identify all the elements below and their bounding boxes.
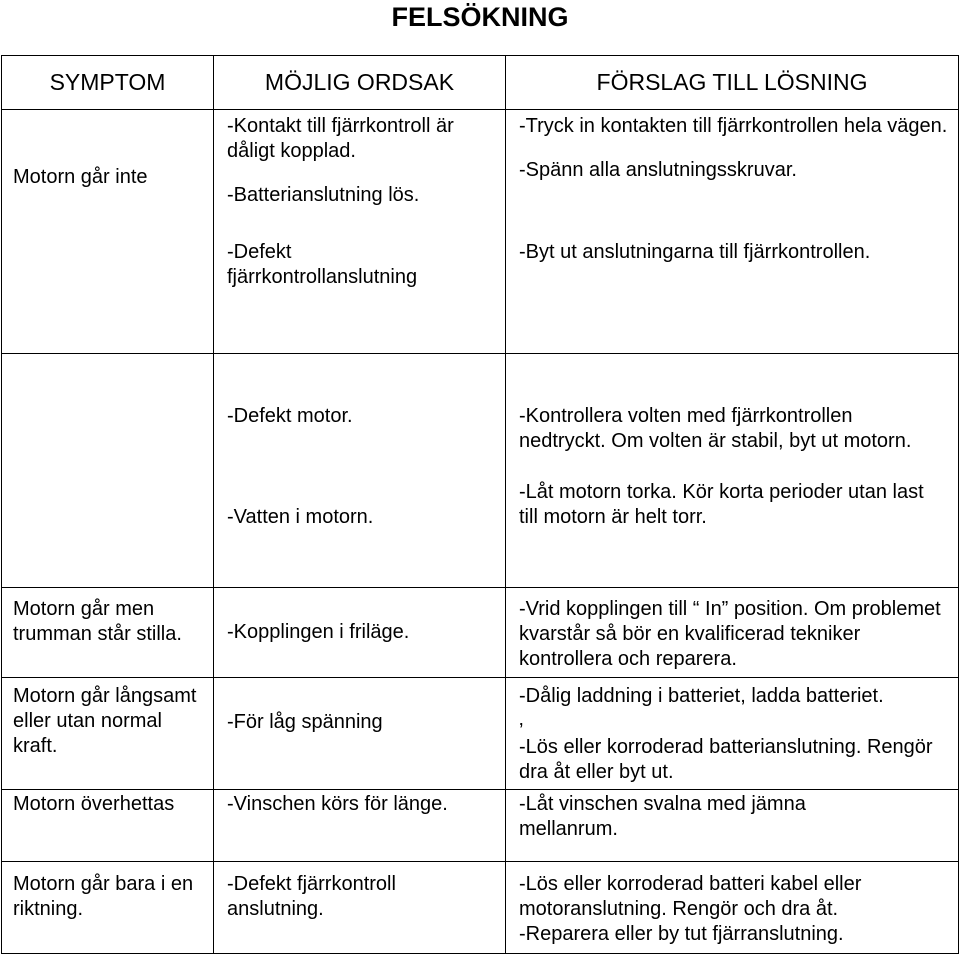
solution-text: ‚ (519, 708, 524, 730)
table-row (2, 588, 959, 678)
solution-text: -Låt motorn torka. Kör korta perioder utan last till motorn är helt torr. (519, 481, 924, 528)
cause-cell (214, 110, 506, 354)
solution-text: -Låt vinschen svalna med jämna mellanrum. (519, 793, 806, 840)
solution-cell (506, 354, 959, 588)
cause-text: -Vinschen körs för länge. (227, 793, 448, 815)
symptom-cell (2, 354, 214, 588)
header-solution: FÖRSLAG TILL LÖSNING (506, 56, 959, 110)
troubleshooting-table (1, 55, 959, 954)
cause-cell (214, 354, 506, 588)
table-row (2, 790, 959, 862)
symptom-text: Motorn går bara i en riktning. (13, 873, 194, 920)
symptom-cell (2, 110, 214, 354)
solution-cell (506, 790, 959, 862)
solution-text: -Byt ut anslutningarna till fjärrkontrollen. (519, 241, 871, 263)
solution-text: -Spänn alla anslutningsskruvar. (519, 159, 797, 181)
cause-text: -Vatten i motorn. (227, 506, 374, 528)
solution-text: -Lös eller korroderad batteri kabel eller motoranslutning. Rengör och dra åt. (519, 873, 862, 920)
cause-text: -Batterianslutning lös. (227, 184, 420, 206)
symptom-text: Motorn går inte (13, 166, 148, 188)
solution-cell (506, 110, 959, 354)
table-header-row (2, 56, 959, 110)
header-cause: MÖJLIG ORDSAK (214, 56, 506, 110)
cause-text: -Kopplingen i friläge. (227, 621, 410, 643)
table-row (2, 354, 959, 588)
solution-text: -Dålig laddning i batteriet, ladda batteriet. (519, 685, 884, 707)
solution-text: -Lös eller korroderad batterianslutning. Rengör dra åt eller byt ut. (519, 736, 933, 783)
cause-text: -Defekt fjärrkontrollanslutning (227, 241, 418, 288)
cause-cell (214, 678, 506, 790)
cause-cell (214, 588, 506, 678)
header-symptom: SYMPTOM (2, 56, 214, 110)
cause-text: -Kontakt till fjärrkontroll är dåligt kopplad. (227, 115, 454, 162)
cause-text: -Defekt motor. (227, 405, 353, 427)
page-title: FELSÖKNING (391, 2, 569, 32)
solution-text: -Reparera eller by tut fjärranslutning. (519, 923, 844, 945)
symptom-text: Motorn går långsamt eller utan normal kraft. (13, 685, 197, 757)
table-row (2, 110, 959, 354)
solution-text: -Vrid kopplingen till “ In” position. Om problemet kvarstår så bör en kvalificerad tekniker kontrollera och reparera. (519, 598, 941, 670)
symptom-text: Motorn överhettas (13, 793, 175, 815)
cause-text: -För låg spänning (227, 711, 383, 733)
symptom-cell (2, 678, 214, 790)
cause-text: -Defekt fjärrkontroll anslutning. (227, 873, 396, 920)
symptom-cell (2, 588, 214, 678)
symptom-cell (2, 790, 214, 862)
solution-cell (506, 678, 959, 790)
solution-cell (506, 588, 959, 678)
cause-cell (214, 790, 506, 862)
solution-text: -Tryck in kontakten till fjärrkontrollen hela vägen. (519, 115, 948, 137)
table-row (2, 678, 959, 790)
symptom-text: Motorn går men trumman står stilla. (13, 598, 182, 645)
solution-text: -Kontrollera volten med fjärrkontrollen nedtryckt. Om volten är stabil, byt ut motorn. (519, 405, 912, 452)
